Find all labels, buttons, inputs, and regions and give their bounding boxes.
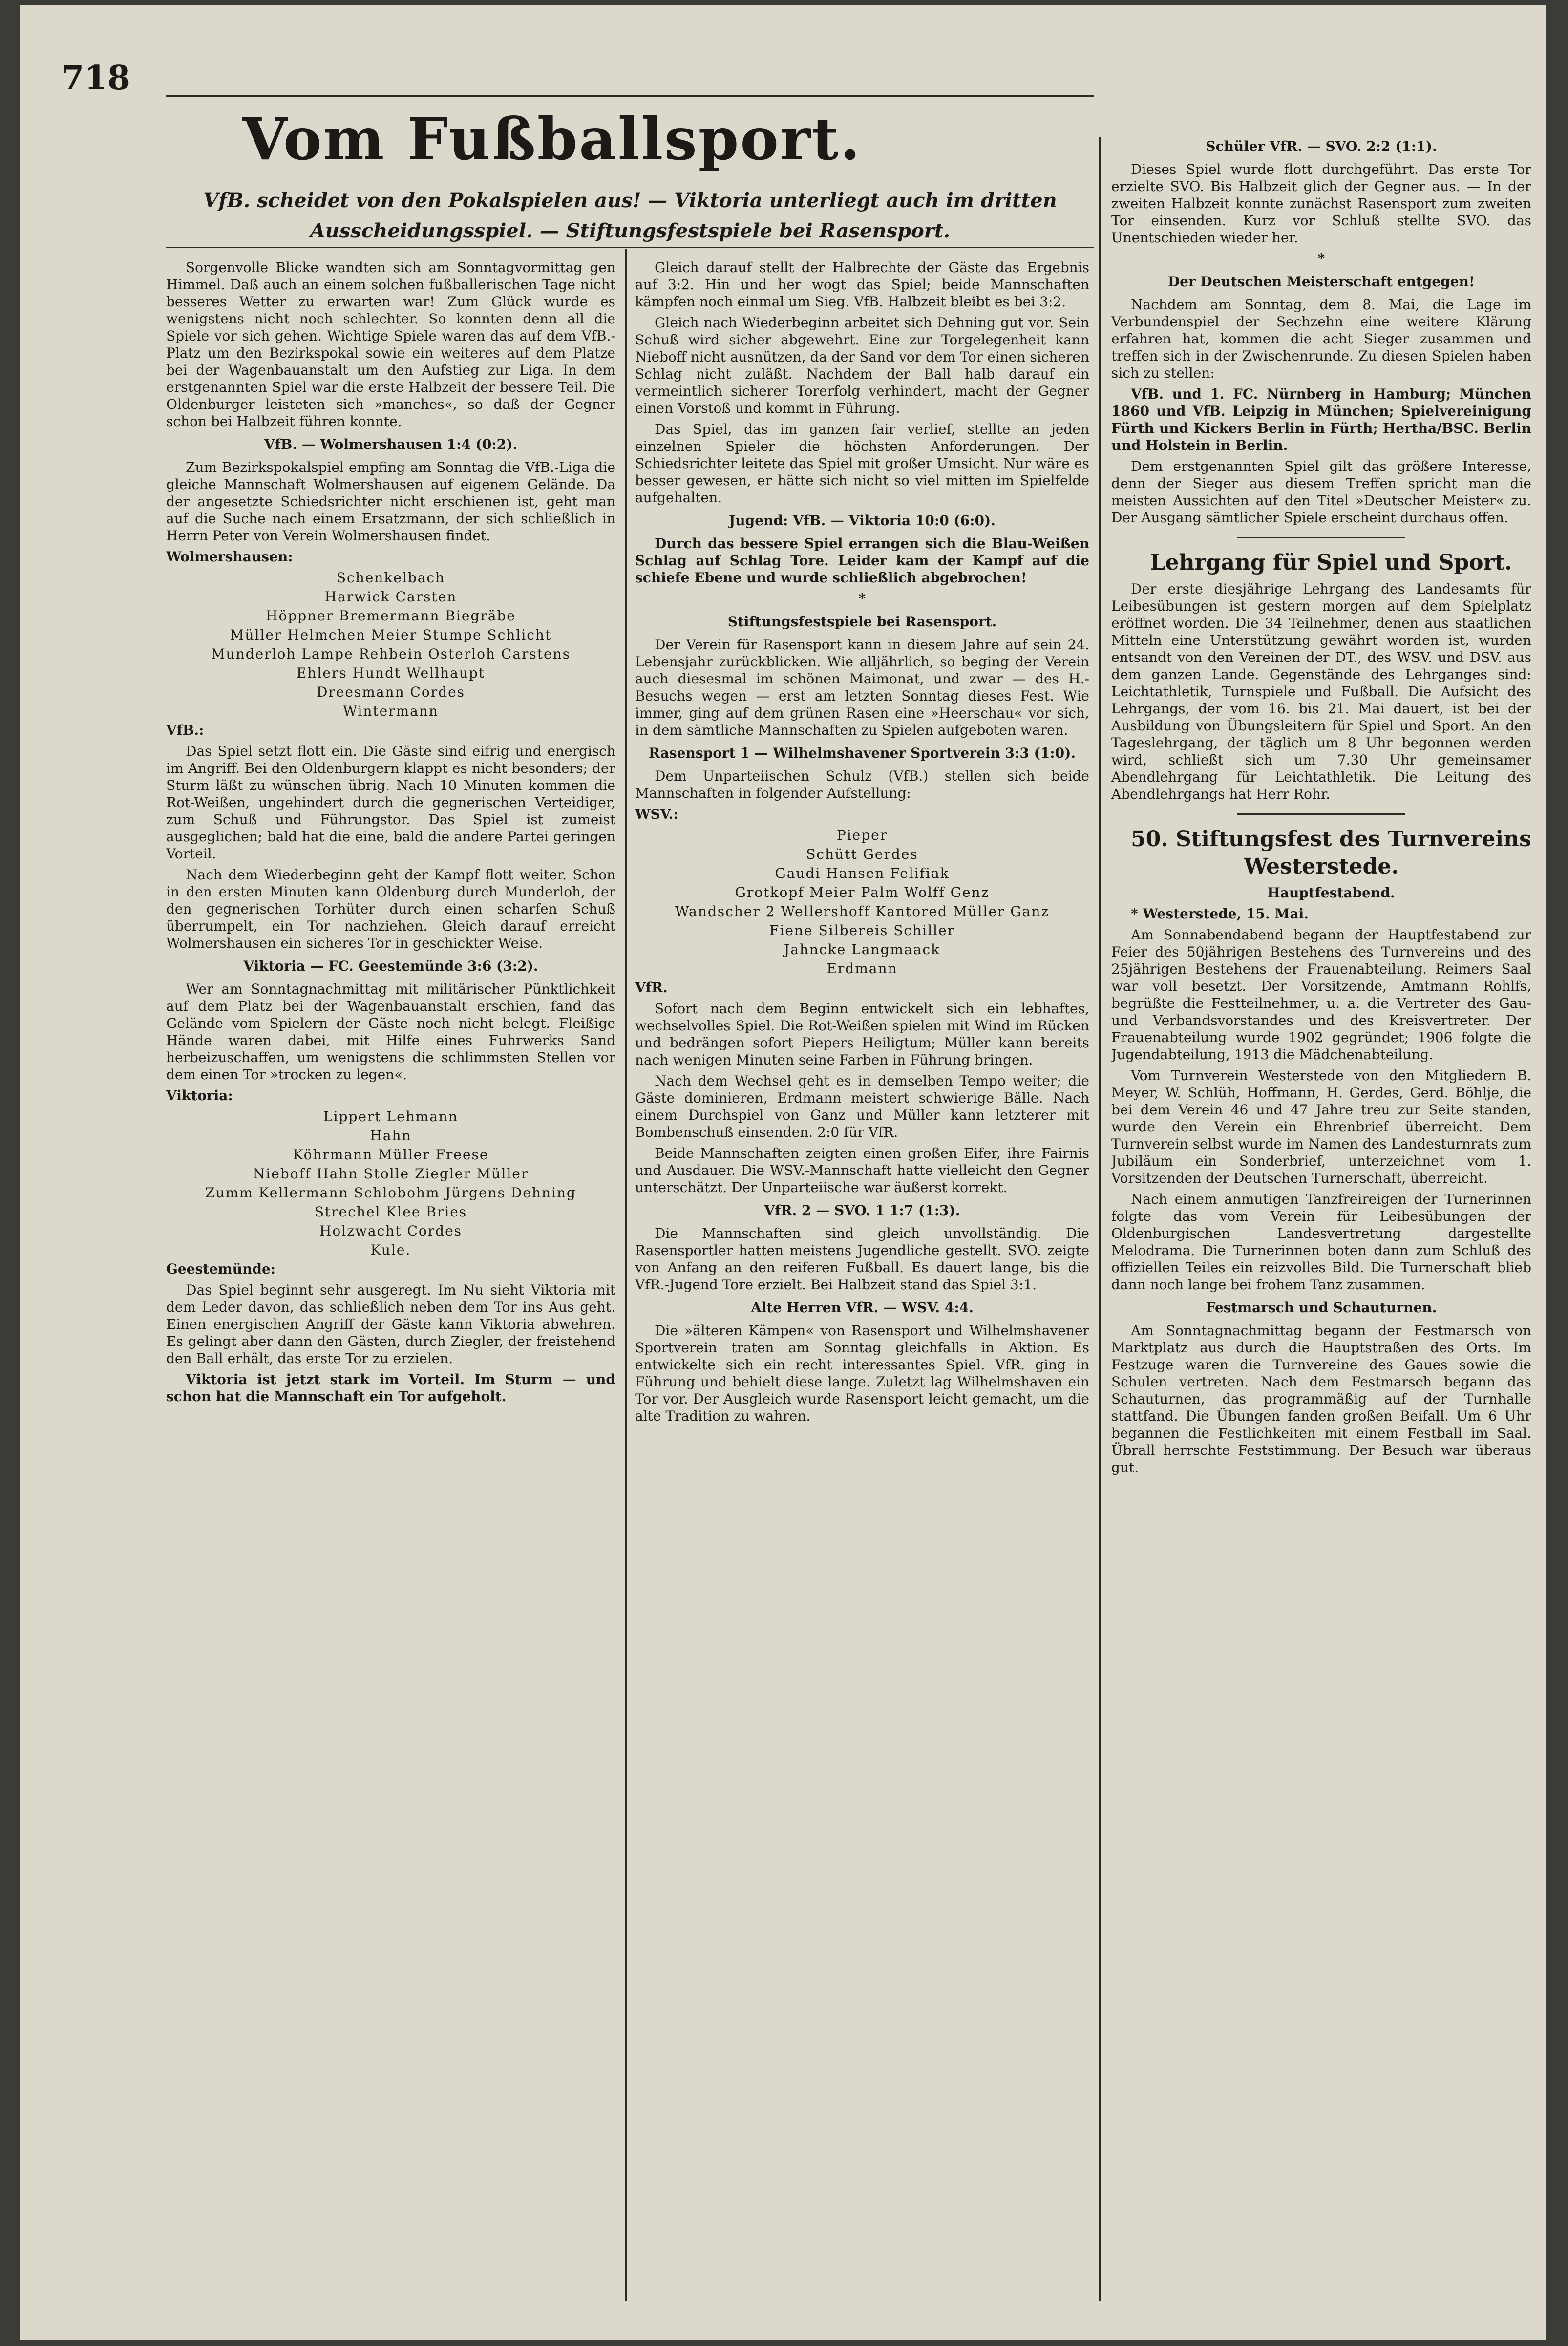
lineup-line: Pieper	[836, 827, 888, 843]
section-rule	[1237, 537, 1405, 538]
paragraph: Sofort nach dem Beginn entwickelt sich ein lebhaftes, wechselvolles Spiel. Die Rot-Weißen spielen mit Wind im Rücken und bedrängen sofort Piepers Heiligtum; Müller kann bereits nach wenigen Minuten seine Farben in Führung bringen.	[635, 1001, 1089, 1068]
paragraph: Dem erstgenannten Spiel gilt das größere Interesse, denn der Sieger aus diesem Treffen spricht man die meisten Aussichten auf den Titel »Deutscher Meister« zu. Der Ausgang sämtlicher Spiele erscheint durchaus offen.	[1111, 458, 1531, 526]
lineup-line: Jahncke Langmaack	[784, 941, 940, 958]
lineup-line: Schenkelbach	[336, 570, 445, 586]
paragraph: Viktoria ist jetzt stark im Vorteil. Im Sturm — und schon hat die Mannschaft ein Tor aufgeholt.	[166, 1371, 615, 1405]
paragraph: Sorgenvolle Blicke wandten sich am Sonntagvormittag gen Himmel. Daß auch an einem solchen fußballerischen Tage nicht besseres Wetter zu erwarten war! Zum Glück wurde es wenigstens nicht noch schlechter. So konnten denn all die Spiele vor sich gehen. Wichtige Spiele waren das auf dem VfB.-Platz um den Bezirkspokal sowie ein weiteres auf dem Platze bei der Wagenbauanstalt um den Aufstieg zur Liga. In dem erstgenannten Spiel war die erste Halbzeit der bessere Teil. Die Oldenburger leisteten sich »manches«, so daß der Gegner schon bei Halbzeit führen konnte.	[166, 259, 615, 429]
paragraph: Die Mannschaften sind gleich unvollständig. Die Rasensportler hatten meistens Jugendliche gestellt. SVO. zeigte von Anfang an den reiferen Fußball. Es dauert lange, bis die VfR.-Jugend Tore erzielt. Bei Halbzeit stand das Spiel 3:1.	[635, 1225, 1089, 1293]
lineup-line: Gaudi Hansen Felifiak	[775, 865, 950, 881]
lineup-line: Lippert Lehmann	[323, 1109, 458, 1125]
paragraph: Zum Bezirkspokalspiel empfing am Sonntag die VfB.-Liga die gleiche Mannschaft Wolmershausen auf eigenem Gelände. Da der angesetzte Schiedsrichter nicht erschienen ist, geht man auf die Suche nach einem Ersatzmann, der sich schließlich in Herrn Peter von Verein Wolmershausen findet.	[166, 459, 615, 544]
lineup-line: Schütt Gerdes	[806, 846, 918, 862]
column-2	[635, 259, 1089, 2301]
article-subtitle: VfB. scheidet von den Pokalspielen aus! — Viktoria unterliegt auch im dritten Ausscheidungsspiel. — Stiftungsfestspiele bei Rasensport.	[203, 189, 1057, 242]
lineup-line: Köhrmann Müller Freese	[293, 1147, 489, 1163]
match-heading: Alte Herren VfR. — WSV. 4:4.	[751, 1300, 974, 1316]
lineup-line: Dreesmann Cordes	[316, 684, 466, 700]
section-heading: Stiftungsfestspiele bei Rasensport.	[727, 614, 997, 630]
page-number: 718	[61, 59, 130, 98]
lineup-line: Kule.	[370, 1242, 411, 1258]
newspaper-page	[20, 5, 1546, 2340]
paragraph: Dieses Spiel wurde flott durchgeführt. Das erste Tor erzielte SVO. Bis Halbzeit glich der Gegner aus. — In der zweiten Halbzeit konnte zunächst Rasensport zum zweiten Tor einsenden. Kurz vor Schluß stellte SVO. das Unentschieden wieder her.	[1111, 161, 1531, 246]
section-heading: Lehrgang für Spiel und Sport.	[1150, 550, 1512, 575]
lineup-line: Strechel Klee Bries	[314, 1204, 467, 1220]
paragraph: Gleich nach Wiederbeginn arbeitet sich Dehning gut vor. Sein Schuß wird sicher abgewehrt. Eine zur Torgelegenheit kann Nieboff nicht ausnützen, da der Sand vor dem Tor einen sicheren Schlag nicht zuläßt. Nachdem der Ball halb darauf ein vermeintlich sicherer Torerfolg verhindert, macht der Gegner einen Vorstoß und kommt in Führung.	[635, 315, 1089, 416]
lineup-line: Ehlers Hundt Wellhaupt	[296, 665, 486, 681]
match-heading: Rasensport 1 — Wilhelmshavener Sportverein 3:3 (1:0).	[648, 745, 1076, 761]
pairings: VfB. und 1. FC. Nürnberg in Hamburg; München 1860 und VfB. Leipzig in München; Spielvereinigung Fürth und Kickers Berlin in Fürth; Hertha/BSC. Berlin und Holstein in Berlin.	[1111, 386, 1531, 453]
paragraph: Beide Mannschaften zeigten einen großen Eifer, ihre Fairnis und Ausdauer. Die WSV.-Mannschaft hatte vielleicht den Gegner unterschätzt. Der Unparteiische war äußerst korrekt.	[635, 1145, 1089, 1195]
top-rule	[166, 95, 1094, 97]
section-heading: Der Deutschen Meisterschaft entgegen!	[1167, 274, 1475, 290]
match-heading: Jugend: VfB. — Viktoria 10:0 (6:0).	[729, 512, 996, 529]
sub-heading: Hauptfestabend.	[1267, 885, 1395, 901]
paragraph: Nach einem anmutigen Tanzfreireigen der Turnerinnen folgte das vom Verein für Leibesübungen der Oldenburgischen Landesvertretung dargestellte Melodrama. Die Turnerinnen boten dann zum Schluß des offiziellen Teiles ein reizvolles Bild. Die Turnerschaft blieb dann noch lange bei frohem Tanz zusammen.	[1111, 1191, 1531, 1293]
subhead-rule	[166, 247, 1094, 248]
match-heading: VfB. — Wolmershausen 1:4 (0:2).	[264, 436, 518, 452]
paragraph: Der erste diesjährige Lehrgang des Landesamts für Leibesübungen ist gestern morgen auf dem Spielplatz eröffnet worden. Die 34 Teilnehmer, denen aus staatlichen Mitteln eine Unterstützung gewährt worden ist, wurden entsandt von den Vereinen der DT., des WSV. und DSV. aus dem ganzen Lande. Gegenstände des Lehrganges sind: Leichtathletik, Turnspiele und Fußball. Die Aufsicht des Lehrgangs, der vom 16. bis 21. Mai dauert, ist bei der Ausbildung von Übungsleitern für Spiel und Sport. An den Tageslehrgang, der täglich um 8 Uhr begonnen werden wird, schließt sich um 7.30 Uhr gemeinsamer Abendlehrgang für Leichtathletik. Die Leitung des Abendlehrgangs hat Herr Rohr.	[1111, 581, 1531, 802]
lineup-line: Wintermann	[343, 703, 439, 719]
match-heading: VfR. 2 — SVO. 1 1:7 (1:3).	[764, 1202, 960, 1218]
team-label: VfB.:	[166, 722, 204, 738]
column-3	[1111, 132, 1531, 2301]
lineup-line: Zumm Kellermann Schlobohm Jürgens Dehning	[205, 1185, 576, 1201]
separator-star: *	[858, 591, 866, 607]
match-heading: Viktoria — FC. Geestemünde 3:6 (3:2).	[243, 958, 538, 974]
lineup-line: Fiene Silbereis Schiller	[769, 922, 955, 938]
column-rule-right	[1099, 137, 1101, 2301]
team-label: Viktoria:	[166, 1088, 233, 1104]
column-1	[166, 259, 615, 2301]
section-heading: 50. Stiftungsfest des Turnvereins Westerstede.	[1131, 827, 1531, 879]
paragraph: Vom Turnverein Westerstede von den Mitgliedern B. Meyer, W. Schlüh, Hoffmann, H. Gerdes, Gerd. Böhlje, die bei dem Verein 46 und 47 Jahre treu zur Seite standen, wurde den Verein ein Ehrenbrief überreicht. Dem Turnverein selbst wurde im Namen des Landesturnrats zum Jubiläum ein Sonderbrief, unterzeichnet vom 1. Vorsitzenden der Deutschen Turnerschaft, überreicht.	[1111, 1067, 1531, 1186]
article-title: Vom Fußballsport.	[242, 105, 862, 173]
paragraph: Dem Unparteiischen Schulz (VfB.) stellen sich beide Mannschaften in folgender Aufstellung:	[635, 768, 1089, 801]
team-label: VfR.	[635, 980, 668, 996]
lineup-line: Müller Helmchen Meier Stumpe Schlicht	[230, 627, 552, 643]
paragraph: Die »älteren Kämpen« von Rasensport und Wilhelmshavener Sportverein traten am Sonntag gleichfalls in Aktion. Es entwickelte sich ein recht interessantes Spiel. VfR. ging in Führung und behielt diese lange. Zuletzt lag Wilhelmshaven ein Tor vor. Der Ausgleich wurde Rasensport leicht gemacht, um die alte Tradition zu wahren.	[635, 1322, 1089, 1424]
section-heading: Festmarsch und Schauturnen.	[1206, 1300, 1437, 1316]
lineup-line: Munderloh Lampe Rehbein Osterloh Carstens	[211, 646, 571, 662]
paragraph: Durch das bessere Spiel errangen sich die Blau-Weißen Schlag auf Schlag Tore. Leider kam der Kampf auf die schiefe Ebene und wurde schließlich abgebrochen!	[635, 535, 1089, 586]
team-label: Wolmershausen:	[166, 549, 293, 565]
paragraph: Der Verein für Rasensport kann in diesem Jahre auf sein 24. Lebensjahr zurückblicken. Wie alljährlich, so beging der Verein auch diesesmal im schönen Maimonat, und zwar — des H.-Besuchs wegen — erst am letzten Sonntag dieses Fest. Wie immer, ging auf dem grünen Rasen eine »Heerschau« vor sich, in dem sämtliche Mannschaften zu Spielen aufgeboten waren.	[635, 637, 1089, 738]
paragraph: Wer am Sonntagnachmittag mit militärischer Pünktlichkeit auf dem Platz bei der Wagenbauanstalt erschien, fand das Gelände vom Spielern der Gäste noch nicht belegt. Fleißige Hände waren dabei, mit Hilfe eines Fuhrwerks Sand herbeizuschaffen, um wenigstens die schlimmsten Stellen vor dem einen Tor »trocken zu legen«.	[166, 981, 615, 1083]
lineup-line: Harwick Carsten	[324, 589, 457, 605]
paragraph: Nach dem Wiederbeginn geht der Kampf flott weiter. Schon in den ersten Minuten kann Oldenburg durch Munderloh, der den gegnerischen Torhüter durch einen scharfen Schuß überrumpelt, ein Tor nachziehen. Gleich darauf erreicht Wolmershausen ein sicheres Tor in geschickter Weise.	[166, 867, 615, 951]
lineup-line: Erdmann	[826, 960, 898, 977]
paragraph: Das Spiel, das im ganzen fair verlief, stellte an jeden einzelnen Spieler die höchsten Anforderungen. Der Schiedsrichter leitete das Spiel mit großer Umsicht. Nur wäre es besser gewesen, er hätte sich nicht so viel mitten im Spielfelde aufgehalten.	[635, 421, 1089, 506]
match-heading: Schüler VfR. — SVO. 2:2 (1:1).	[1206, 138, 1437, 154]
lineup-line: Hahn	[370, 1128, 412, 1144]
paragraph: Am Sonntagnachmittag begann der Festmarsch von Marktplatz aus durch die Hauptstraßen des Orts. Im Festzuge waren die Turnvereine des Gaues sowie die Schulen vertreten. Nach dem Festmarsch begann das Schauturnen, das programmäßig auf der Turnhalle stattfand. Die Übungen fanden großen Beifall. Um 6 Uhr begannen die Festlichkeiten mit einem Festball im Saal. Übrall herrschte Feststimmung. Der Besuch war überaus gut.	[1111, 1322, 1531, 1475]
lineup-line: Höppner Bremermann Biegräbe	[266, 608, 516, 624]
paragraph: Gleich darauf stellt der Halbrechte der Gäste das Ergebnis auf 3:2. Hin und her wogt das Spiel; beide Mannschaften kämpfen noch einmal um Sieg. VfB. Halbzeit bleibt es bei 3:2.	[635, 259, 1089, 310]
lineup-line: Holzwacht Cordes	[319, 1223, 463, 1239]
lineup-line: Wandscher 2 Wellershoff Kantored Müller Ganz	[675, 903, 1050, 919]
lineup-line: Grotkopf Meier Palm Wolff Genz	[735, 884, 990, 900]
dateline: * Westerstede, 15. Mai.	[1131, 906, 1309, 922]
paragraph: Nachdem am Sonntag, dem 8. Mai, die Lage im Verbundenspiel der Sechzehn eine weitere Klärung erfahren hat, kommen die acht Sieger zusammen und treffen sich in der Zwischenrunde. Zu diesen Spielen haben sich zu stellen:	[1111, 297, 1531, 381]
paragraph: Nach dem Wechsel geht es in demselben Tempo weiter; die Gäste dominieren, Erdmann meistert schwierige Bälle. Nach einem Durchspiel von Ganz und Müller kann letzterer mit Bombenschuß einsenden. 2:0 für VfR.	[635, 1073, 1089, 1140]
section-rule	[1237, 813, 1405, 815]
paragraph: Am Sonnabendabend begann der Hauptfestabend zur Feier des 50jährigen Bestehens des Turnvereins und des 25jährigen Bestehens der Frauenabteilung. Reimers Saal war voll besetzt. Der Vorsitzende, Amtmann Rohlfs, begrüßte die Festteilnehmer, u. a. die Vertreter des Gau- und Verbandsvorstandes und des Kreisvertreter. Der Frauenabteilung wurde 1902 gegründet; 1906 folgte die Jugendabteilung, 1913 die Mädchenabteilung.	[1111, 927, 1531, 1063]
separator-star: *	[1317, 251, 1325, 267]
paragraph: Das Spiel beginnt sehr ausgeregt. Im Nu sieht Viktoria mit dem Leder davon, das schließlich neben dem Tor ins Aus geht. Einen energischen Angriff der Gäste kann Viktoria abwehren. Es gelingt aber dann den Gästen, durch Ziegler, der freistehend den Ball erhält, das erste Tor zu erzielen.	[166, 1282, 615, 1366]
column-rule-left	[625, 249, 627, 2301]
paragraph: Das Spiel setzt flott ein. Die Gäste sind eifrig und energisch im Angriff. Bei den Oldenburgern klappt es nicht besonders; der Sturm läßt zu wünschen übrig. Nach 10 Minuten kommen die Rot-Weißen, ungehindert durch die gegnerischen Verteidiger, zum Schuß und Führungstor. Das Spiel ist zumeist ausgeglichen; bald hat die eine, bald die andere Partei geringen Vorteil.	[166, 743, 615, 862]
team-label: Geestemünde:	[166, 1261, 276, 1277]
team-label: WSV.:	[635, 806, 678, 822]
lineup-line: Nieboff Hahn Stolle Ziegler Müller	[253, 1166, 529, 1182]
